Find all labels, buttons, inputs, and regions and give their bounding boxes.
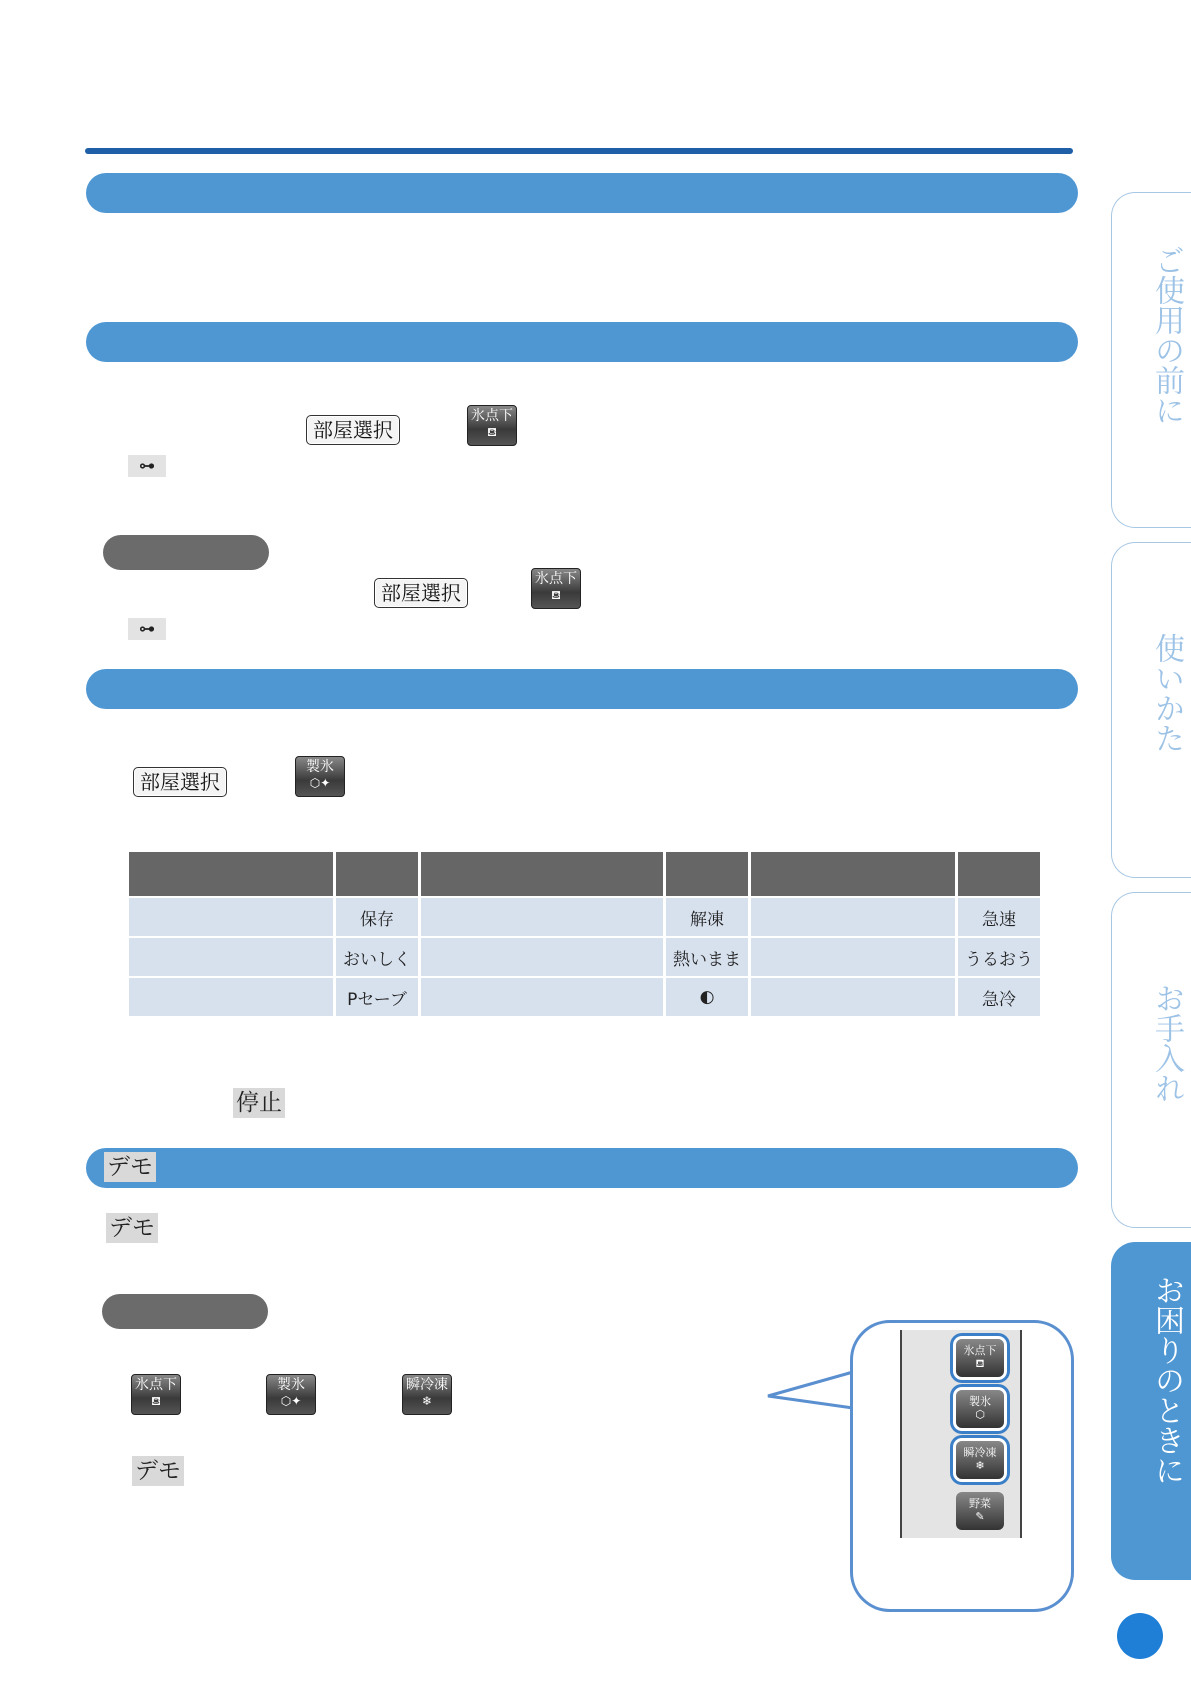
section-bar-demo bbox=[86, 1148, 1078, 1188]
panel-flash-freeze-label: 瞬冷凍 bbox=[963, 1446, 997, 1459]
below-zero-label: 氷点下 bbox=[135, 1377, 177, 1393]
fish-icon: ⛾ bbox=[151, 1394, 161, 1408]
section-bar-3 bbox=[86, 669, 1078, 709]
mode-cell: 保存 bbox=[336, 898, 418, 936]
demo-label: デモ bbox=[106, 1213, 158, 1243]
room-select-button: 部屋選択 bbox=[306, 415, 400, 445]
snowflake-icon: ❄ bbox=[975, 1459, 985, 1472]
ice-making-button bbox=[295, 756, 345, 797]
below-zero-label: 氷点下 bbox=[535, 571, 577, 587]
side-tab-maintenance[interactable] bbox=[1111, 892, 1191, 1228]
room-select-button: 部屋選択 bbox=[374, 578, 468, 608]
mode-cell: 急冷 bbox=[958, 978, 1040, 1016]
demo-section-title: デモ bbox=[104, 1152, 156, 1182]
section-bar-2 bbox=[86, 322, 1078, 362]
side-tab-how-to-use[interactable] bbox=[1111, 542, 1191, 878]
section-bar-1 bbox=[86, 173, 1078, 213]
vegetable-icon: ✎ bbox=[975, 1510, 985, 1523]
panel-ice-making-button bbox=[956, 1390, 1004, 1428]
note-pill-1 bbox=[103, 535, 269, 570]
side-tab-before-use[interactable] bbox=[1111, 192, 1191, 528]
flash-freeze-button bbox=[402, 1374, 452, 1415]
panel-vegetable-button bbox=[956, 1492, 1004, 1530]
page-number-circle bbox=[1117, 1613, 1163, 1659]
fish-icon: ⛾ bbox=[975, 1357, 985, 1370]
side-tab-label: 使いかた bbox=[1149, 633, 1184, 753]
panel-vegetable-label: 野菜 bbox=[969, 1497, 991, 1510]
mode-table bbox=[126, 850, 1043, 1018]
callout-pointer bbox=[765, 1370, 857, 1420]
flash-freeze-label: 瞬冷凍 bbox=[406, 1377, 448, 1393]
ice-making-label: 製氷 bbox=[306, 759, 334, 775]
side-tab-label: お困りのときに bbox=[1149, 1275, 1184, 1485]
mode-cell: 解凍 bbox=[666, 898, 748, 936]
top-rule bbox=[85, 148, 1073, 154]
demo-label: デモ bbox=[132, 1456, 184, 1486]
note-pill-2 bbox=[102, 1294, 268, 1329]
side-tab-label: ご使用の前に bbox=[1149, 245, 1184, 425]
mode-cell: うるおう bbox=[958, 938, 1040, 976]
fish-icon: ⛾ bbox=[487, 425, 497, 439]
snowflake-icon: ❄ bbox=[421, 1394, 433, 1408]
ice-making-label: 製氷 bbox=[277, 1377, 305, 1393]
ice-cube-icon: ⬡ bbox=[975, 1408, 985, 1421]
ice-cube-icon: ⬡✦ bbox=[309, 776, 331, 790]
mode-cell: Pセーブ bbox=[336, 978, 418, 1016]
mode-cell: 熱いまま bbox=[666, 938, 748, 976]
below-zero-button bbox=[531, 568, 581, 609]
room-select-button: 部屋選択 bbox=[133, 767, 227, 797]
ice-cube-icon: ⬡✦ bbox=[280, 1394, 302, 1408]
key-icon: ⊶ bbox=[128, 618, 166, 640]
stop-label: 停止 bbox=[233, 1088, 285, 1118]
mode-cell: おいしく bbox=[336, 938, 418, 976]
side-tab-troubleshooting[interactable] bbox=[1111, 1242, 1191, 1580]
side-tab-label: お手入れ bbox=[1149, 983, 1184, 1103]
mode-cell: 急速 bbox=[958, 898, 1040, 936]
eco-icon: ◐ bbox=[666, 978, 748, 1016]
panel-flash-freeze-button bbox=[956, 1441, 1004, 1479]
panel-below-zero-button bbox=[956, 1339, 1004, 1377]
below-zero-button bbox=[467, 405, 517, 446]
panel-ice-making-label: 製氷 bbox=[969, 1395, 991, 1408]
below-zero-label: 氷点下 bbox=[471, 408, 513, 424]
below-zero-button bbox=[131, 1374, 181, 1415]
ice-making-button bbox=[266, 1374, 316, 1415]
panel-below-zero-label: 氷点下 bbox=[963, 1344, 997, 1357]
fish-icon: ⛾ bbox=[551, 588, 561, 602]
key-icon: ⊶ bbox=[128, 455, 166, 477]
